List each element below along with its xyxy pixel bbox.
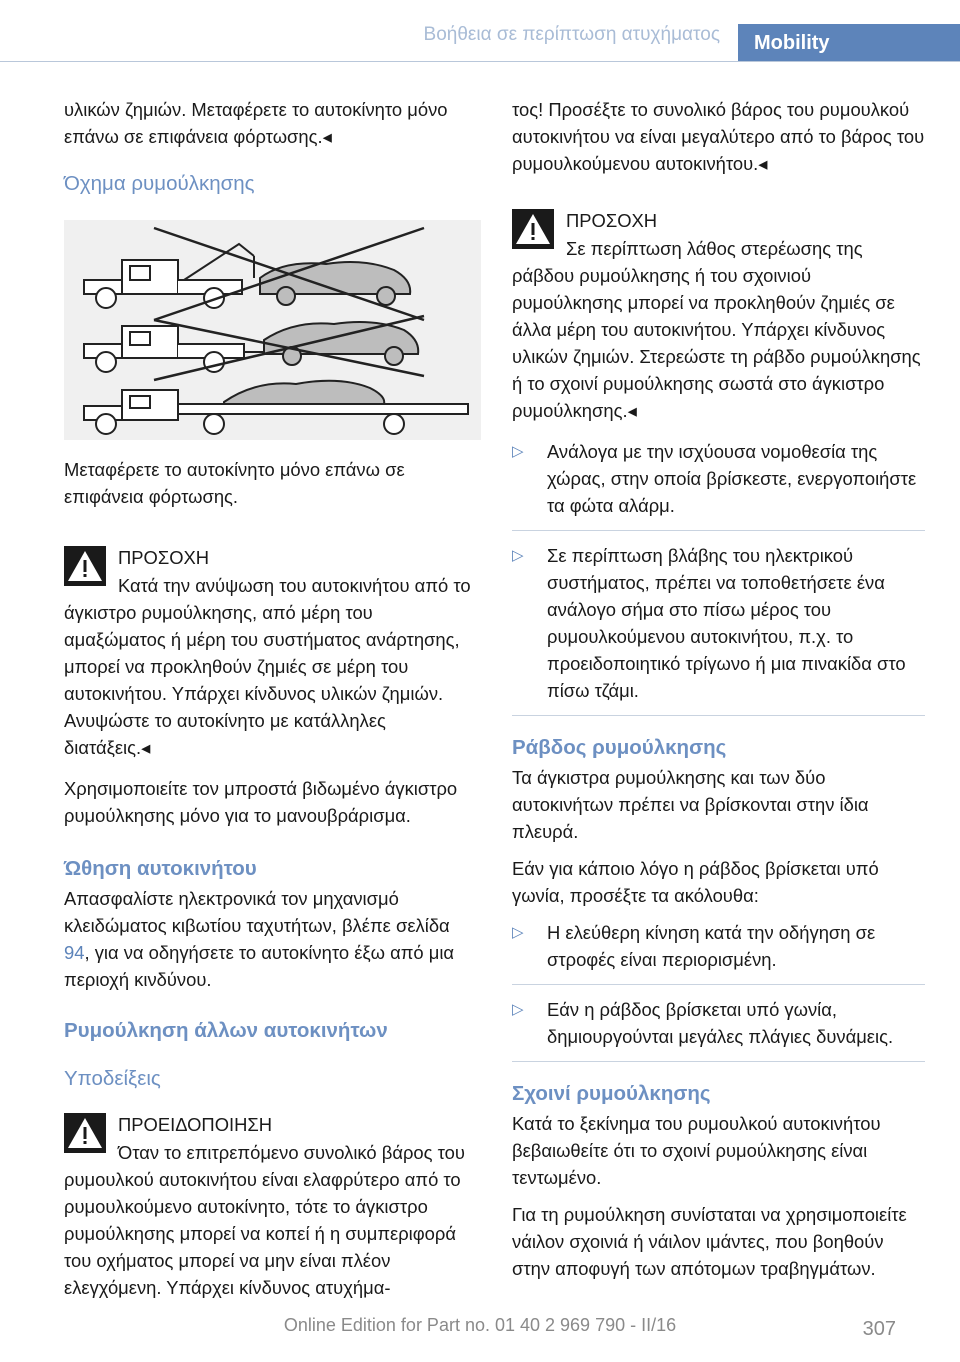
header-section-title: Βοήθεια σε περίπτωση ατυχήματος: [423, 24, 720, 45]
figure-caption: Μεταφέρετε το αυτοκίνητο μόνο επάνω σε επιφάνεια φόρτωσης.: [64, 459, 405, 507]
caution-box-attachment: [512, 199, 925, 424]
warning-triangle-icon: [512, 209, 554, 249]
rope-paragraph-2: Για τη ρυμούλκηση συνίσταται να χρησιμοποιείτε νάιλον σχοινιά ή νάιλον ιμάντες, που βοηθούν στην αποφυγή των απότομων τραβηγμάτων.: [512, 1204, 907, 1279]
header-chapter-tab: Mobility: [738, 24, 960, 62]
caution-heading: ΠΡΟΣΟΧΗ: [566, 210, 658, 231]
heading-tow-bar: Ράβδος ρυμούλκησης: [512, 736, 727, 759]
heading-tow-vehicle: Όχημα ρυμούλκησης: [64, 172, 255, 195]
continued-paragraph: υλικών ζημιών. Μεταφέρετε το αυτοκίνητο μόνο επάνω σε επιφάνεια φόρτωσης.◂: [64, 99, 448, 147]
page-link-94[interactable]: 94: [64, 942, 85, 963]
triangle-right-icon: ▷: [512, 1001, 524, 1018]
heading-tow-rope: Σχοινί ρυμούλκησης: [512, 1082, 711, 1105]
caution-heading: ΠΡΟΣΟΧΗ: [118, 547, 210, 568]
heading-push-vehicle: Ώθηση αυτοκινήτου: [64, 857, 257, 880]
rope-paragraph-1: Κατά το ξεκίνημα του ρυμουλκού αυτοκινήτου βεβαιωθείτε ότι το σχοινί ρυμούλκησης είναι τεντωμένο.: [512, 1113, 881, 1188]
right-column: [512, 96, 925, 1292]
towbar-paragraph-1: Τα άγκιστρα ρυμούλκησης και των δύο αυτοκινήτων πρέπει να βρίσκονται στην ίδια πλευρά.: [512, 767, 869, 842]
warning-triangle-icon: [64, 1113, 106, 1153]
warning-box-weight: [64, 1103, 477, 1301]
warning-text: Όταν το επιτρεπόμενο συνολικό βάρος του ρυμουλκού αυτοκινήτου είναι ελαφρύτερο από το ρυμουλκούμενο αυτοκίνητο, τότε το άγκιστρο ρυμούλκησης μπορεί να κοπεί ή η συμπεριφορά του οχήματος μπορεί να μην είναι πλέον ελεγχόμενη. Υπάρχει κίνδυνος ατυχήμα-: [64, 1142, 465, 1298]
front-hook-note: Χρησιμοποιείτε τον μπροστά βιδωμένο άγκιστρο ρυμούλκησης μόνο για το μανουβράρισμα.: [64, 778, 458, 826]
warning-heading: ΠΡΟΕΙΔΟΠΟΙΗΣΗ: [118, 1114, 273, 1135]
continued-paragraph: τος! Προσέξτε το συνολικό βάρος του ρυμουλκού αυτοκινήτου να είναι μεγαλύτερο από το βάρος του ρυμουλκούμενου αυτοκινήτου.◂: [512, 99, 925, 174]
caution-text: Κατά την ανύψωση του αυτοκινήτου από το άγκιστρο ρυμούλκησης, από μέρη του αμαξώματος ή μέρη του συστήματος ανάρτησης, μπορεί να προκληθούν ζημιές σε μέρη του αυτοκινήτου. Υπάρχει κίνδυνος υλικών ζημιών. Ανυψώστε το αυτοκίνητο με κατάλληλες διατάξεις.◂: [64, 575, 471, 758]
caution-box-lifting: [64, 536, 477, 761]
tow-truck-illustration: [64, 220, 481, 440]
heading-towing-other-vehicles: Ρυμούλκηση άλλων αυτοκινήτων: [64, 1019, 388, 1042]
list-item: ▷ Ανάλογα με την ισχύουσα νομοθεσία της χώρας, στην οποία βρίσκεστε, ενεργοποιήστε τα φώτα αλάρμ.: [512, 438, 925, 531]
hazard-lights-list: [512, 438, 925, 716]
list-item: ▷ Σε περίπτωση βλάβης του ηλεκτρικού συστήματος, πρέπει να τοποθετήσετε ένα ανάλογο σήμα στο πίσω μέρος του ρυμουλκούμενου αυτοκινήτου, π.χ. το προειδοποιητικό τρίγωνο ή μια πινακίδα στο πίσω τζάμι.: [512, 542, 925, 716]
list-item: ▷ Εάν η ράβδος βρίσκεται υπό γωνία, δημιουργούνται μεγάλες πλάγιες δυνάμεις.: [512, 996, 925, 1062]
left-column: [64, 96, 477, 1315]
triangle-right-icon: ▷: [512, 443, 524, 460]
triangle-right-icon: ▷: [512, 924, 524, 941]
warning-triangle-icon: [64, 546, 106, 586]
page-header: [0, 0, 960, 62]
heading-notes: Υποδείξεις: [64, 1067, 161, 1090]
towbar-paragraph-2: Εάν για κάποιο λόγο η ράβδος βρίσκεται υπό γωνία, προσέξτε τα ακόλουθα:: [512, 858, 879, 906]
caution-text: Σε περίπτωση λάθος στερέωσης της ράβδου ρυμούλκησης ή του σχοινιού ρυμούλκησης μπορεί να προκληθούν ζημιές σε άλλα μέρη του αυτοκινήτου. Υπάρχει κίνδυνος υλικών ζημιών. Στερεώστε τη ράβδο ρυμούλκησης ή το σχοινί ρυμούλκησης σωστά στο άγκιστρο ρυμούλκησης.◂: [512, 238, 921, 421]
page-number: 307: [862, 1318, 896, 1340]
list-item: ▷ Η ελεύθερη κίνηση κατά την οδήγηση σε στροφές είναι περιορισμένη.: [512, 919, 925, 985]
tow-bar-list: [512, 919, 925, 1062]
footer-edition: Online Edition for Part no. 01 40 2 969 790 - II/16: [283, 1315, 677, 1335]
header-divider: [0, 61, 960, 62]
triangle-right-icon: ▷: [512, 547, 524, 564]
flatbed-truck-icon: [84, 381, 468, 434]
push-paragraph: Απασφαλίστε ηλεκτρονικά τον μηχανισμό κλειδώματος κιβωτίου ταχυτήτων, βλέπε σελίδα 94, για να οδηγήσετε το αυτοκίνητο έξω από μια περιοχή κινδύνου.: [64, 888, 455, 990]
